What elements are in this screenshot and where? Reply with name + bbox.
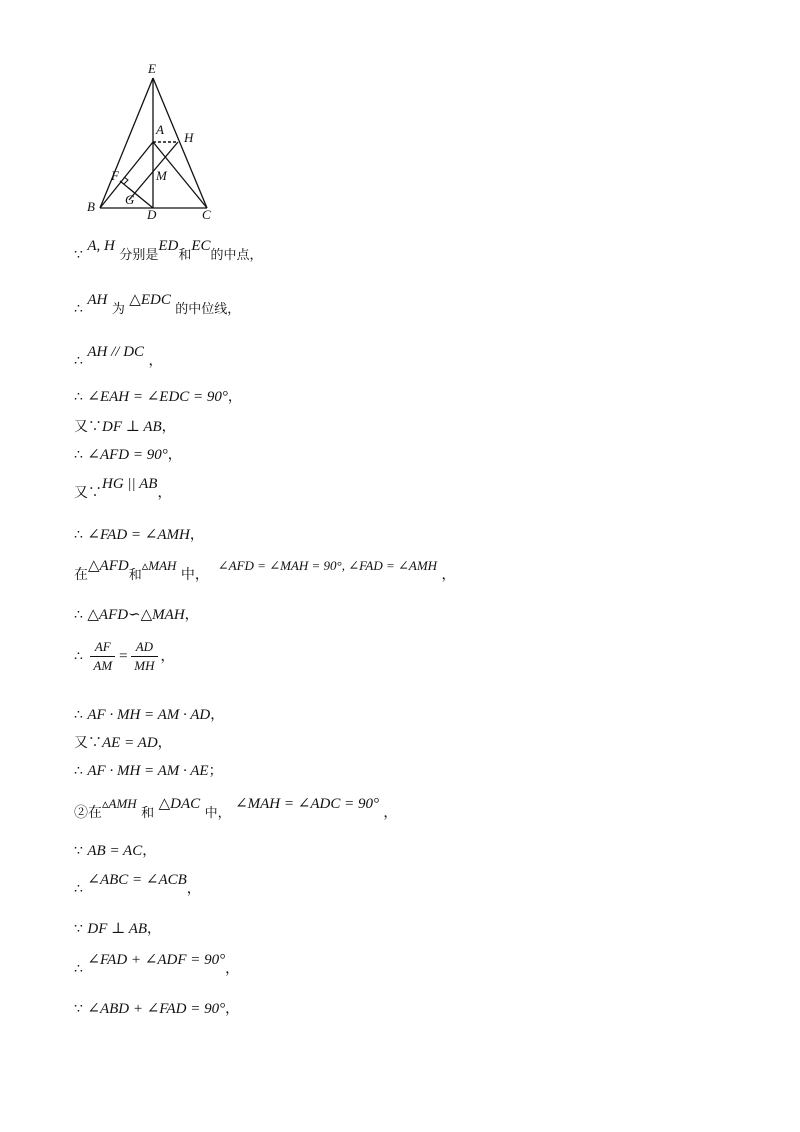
- proof-line-13: 又∵AE = AD，: [74, 735, 172, 751]
- proof-line-4: ∴ ∠EAH = ∠EDC = 90°，: [74, 389, 242, 405]
- label-B: B: [87, 199, 95, 214]
- label-H: H: [184, 130, 194, 145]
- label-F: F: [111, 168, 119, 183]
- proof-line-19: ∴ ∠FAD + ∠ADF = 90°，: [74, 952, 240, 977]
- proof-line-18: ∵ DF ⊥ AB，: [74, 921, 162, 937]
- label-G: G: [125, 192, 135, 207]
- proof-line-5: 又∵DF ⊥ AB，: [74, 419, 176, 435]
- fraction-ad-mh: $\frac{AD}{MH}$: [131, 638, 157, 675]
- proof-line-2: ∴ AH 为 △EDC 的中位线，: [74, 292, 241, 317]
- proof-line-9: 在△AFD和▵MAH 中， ∠AFD = ∠MAH = 90°, ∠FAD = ∠AMH ，: [74, 558, 456, 583]
- proof-line-15: ②在▵AMH 和 △DAC 中， ∠MAH = ∠ADC = 90° ，: [74, 796, 398, 821]
- proof-line-3: ∴ AH // DC ，: [74, 344, 163, 369]
- proof-line-16: ∵ AB = AC，: [74, 843, 157, 859]
- label-A: A: [156, 122, 164, 137]
- proof-line-14: ∴ AF · MH = AM · AE；: [74, 763, 223, 779]
- fraction-af-am: $\frac{AF}{AM}$: [90, 638, 115, 675]
- segment-EB: [100, 78, 153, 208]
- proof-line-8: ∴ ∠FAD = ∠AMH，: [74, 527, 204, 543]
- proof-line-6: ∴ ∠AFD = 90°，: [74, 447, 182, 463]
- proof-line-10: ∴ △AFD∽△MAH，: [74, 607, 199, 623]
- label-C: C: [202, 207, 211, 222]
- geometry-figure: [80, 56, 230, 226]
- proof-line-1: ∵ A, H 分别是ED和EC的中点，: [74, 238, 263, 263]
- right-angle-mark: [124, 177, 128, 184]
- proof-line-20: ∵ ∠ABD + ∠FAD = 90°，: [74, 1001, 240, 1017]
- proof-line-12: ∴ AF · MH = AM · AD，: [74, 707, 225, 723]
- segment-EC: [153, 78, 207, 208]
- proof-line-11: ∴ $\frac{AF}{AM}$ = $\frac{AD}{MH}$ ，: [74, 639, 175, 673]
- label-M: M: [156, 168, 167, 183]
- label-E: E: [148, 61, 156, 76]
- proof-line-7: 又∵HG || AB，: [74, 476, 172, 501]
- label-D: D: [147, 207, 157, 222]
- proof-line-17: ∴ ∠ABC = ∠ACB，: [74, 872, 201, 897]
